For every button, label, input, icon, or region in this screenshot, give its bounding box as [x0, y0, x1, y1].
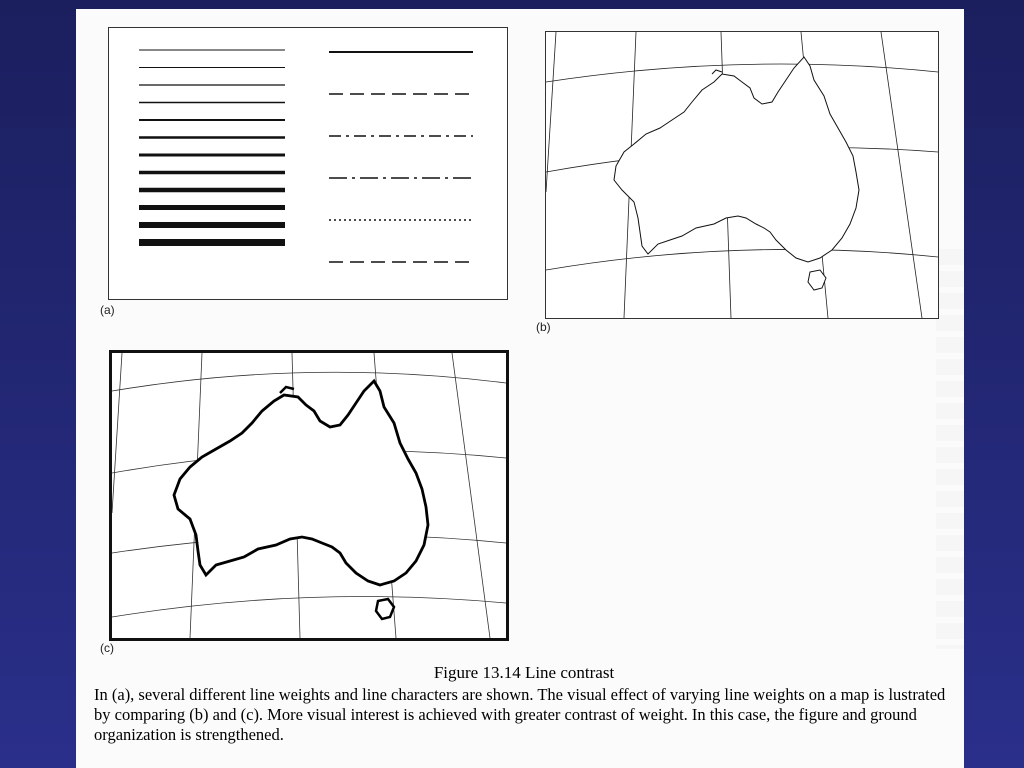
australia-map-thin	[546, 32, 938, 318]
tasmania-outline-thick	[376, 599, 394, 619]
background-text-bleed	[936, 249, 964, 649]
panel-b-map-thin	[545, 31, 939, 319]
island-detail	[280, 387, 294, 393]
figure-page	[76, 9, 964, 768]
australia-outline-thick	[174, 381, 428, 585]
panel-b-label: (b)	[536, 320, 551, 334]
caption-body: In (a), several different line weights and line characters are shown. The visual effect of varying line weights on a map is lustrated by comparing (b) and (c). More visual interest is achieved with greater contrast of weight. In this case, the figure and ground organization is strengthened.	[94, 685, 946, 744]
panel-a-line-samples	[108, 27, 508, 300]
line-samples-svg	[109, 28, 507, 299]
island-detail	[712, 70, 722, 74]
figure-caption	[94, 663, 954, 745]
australia-map-thick	[112, 353, 506, 638]
panel-c-label: (c)	[100, 641, 114, 655]
panel-a-label: (a)	[100, 303, 115, 317]
australia-outline-thin	[614, 57, 859, 262]
panel-c-map-thick	[109, 350, 509, 641]
tasmania-outline-thin	[808, 270, 826, 290]
caption-title: Figure 13.14 Line contrast	[433, 663, 615, 682]
